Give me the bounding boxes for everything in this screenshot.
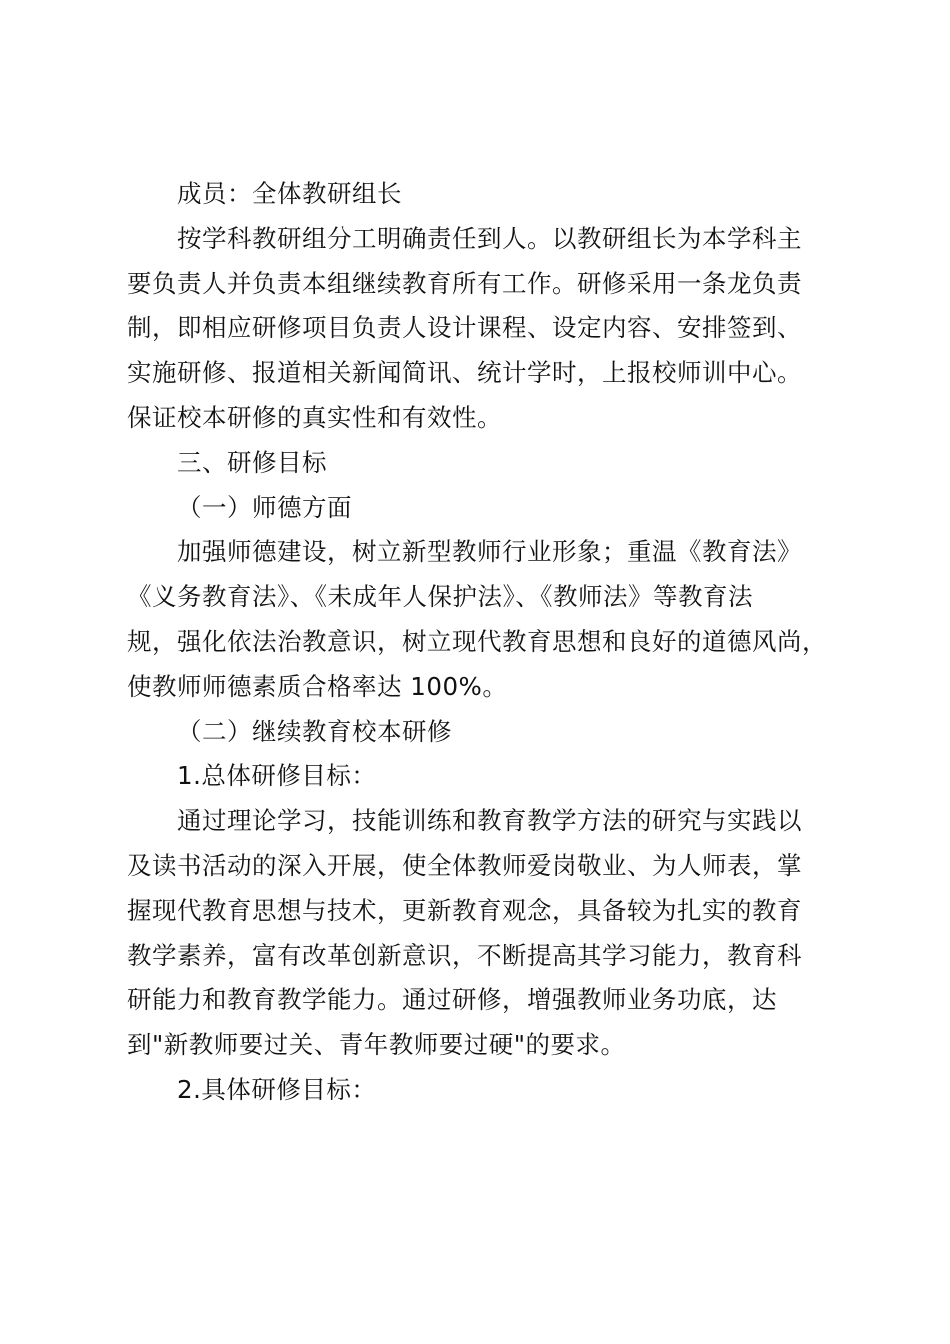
text-line: 要负责人并负责本组继续教育所有工作。研修采用一条龙负责	[127, 268, 802, 298]
document-body	[127, 172, 867, 1113]
text-line: 教学素养，富有改革创新意识，不断提高其学习能力，教育科	[127, 940, 802, 970]
text-line: 实施研修、报道相关新闻简讯、统计学时，上报校师训中心。	[127, 358, 802, 388]
text-line-members: 成员：全体教研组长	[177, 179, 402, 208]
item-heading: 1.总体研修目标：	[177, 761, 377, 791]
text-line: 保证校本研修的真实性和有效性。	[127, 402, 502, 432]
text-line: 加强师德建设，树立新型教师行业形象；重温《教育法》	[177, 537, 802, 567]
text-line: 规，强化依法治教意识，树立现代教育思想和良好的道德风尚，	[127, 626, 827, 656]
text-line: 握现代教育思想与技术，更新教育观念，具备较为扎实的教育	[127, 895, 802, 925]
text-line: 到"新教师要过关、青年教师要过硬"的要求。	[127, 1030, 626, 1060]
text-line: 使教师师德素质合格率达 100%。	[127, 671, 508, 701]
text-line: 《义务教育法》、《未成年人保护法》、《教师法》等教育法	[127, 582, 753, 612]
text-line: 及读书活动的深入开展，使全体教师爱岗敬业、为人师表，掌	[127, 850, 802, 880]
subsection-heading: （二）继续教育校本研修	[177, 716, 452, 746]
subsection-heading: （一）师德方面	[177, 492, 352, 522]
text-line: 制，即相应研修项目负责人设计课程、设定内容、安排签到、	[127, 313, 802, 343]
text-line: 研能力和教育教学能力。通过研修，增强教师业务功底，达	[127, 985, 777, 1015]
text-line: 按学科教研组分工明确责任到人。以教研组长为本学科主	[177, 223, 802, 253]
item-heading: 2.具体研修目标：	[177, 1074, 377, 1104]
section-heading: 三、研修目标	[177, 447, 327, 477]
text-line: 通过理论学习，技能训练和教育教学方法的研究与实践以	[177, 806, 802, 836]
